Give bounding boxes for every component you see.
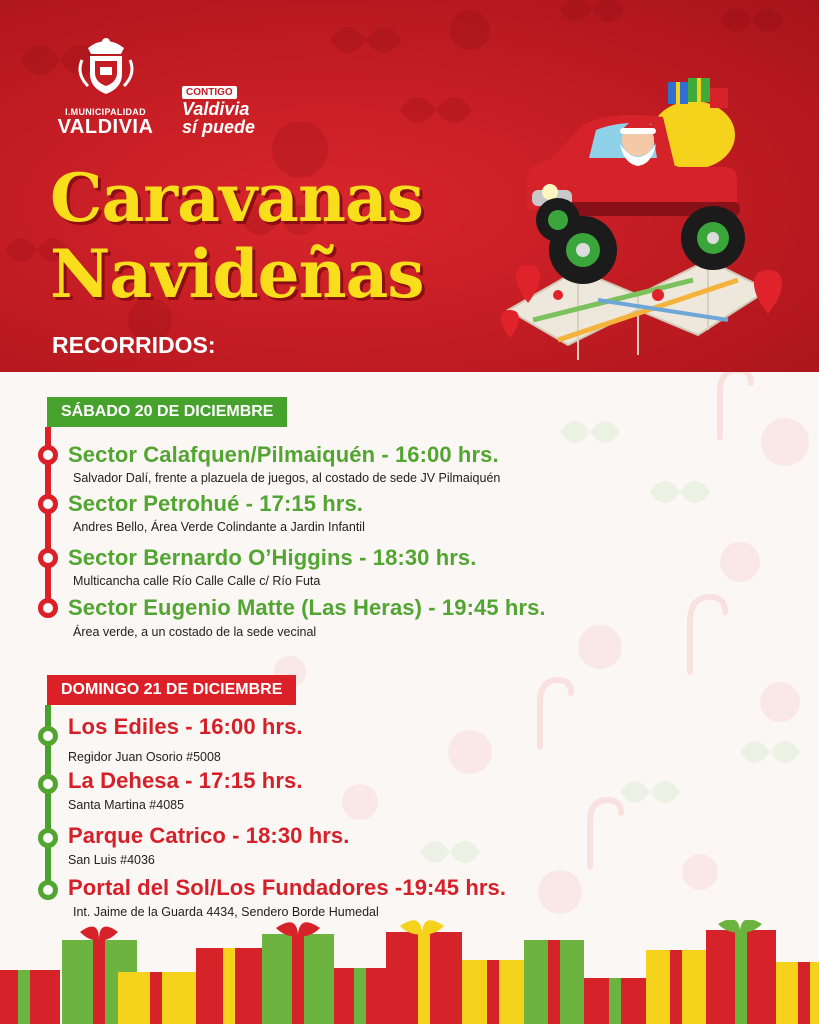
coat-of-arms-icon xyxy=(76,34,136,98)
stop-name: Sector Petrohué - 17:15 hrs. xyxy=(68,491,364,516)
stop-name: Los Ediles - 16:00 hrs. xyxy=(68,714,303,739)
timeline-dot xyxy=(38,598,58,618)
stop-address: Santa Martina #4085 xyxy=(68,798,185,812)
municipal-logo-small-text: I.MUNICIPALIDAD xyxy=(65,107,146,117)
gift-boxes-decoration xyxy=(0,920,819,1024)
page-title xyxy=(50,160,424,312)
title-line2: Navideñas xyxy=(50,235,424,313)
gift-box-icon xyxy=(0,920,819,1024)
map-icon xyxy=(508,260,768,360)
stop-address: Int. Jaime de la Guarda 4434, Sendero Borde Humedal xyxy=(73,905,379,919)
stop-address: San Luis #4036 xyxy=(68,853,155,867)
contigo-tag: CONTIGO xyxy=(182,86,237,99)
municipal-logo-name: VALDIVIA xyxy=(57,116,154,138)
saturday-date-badge: SÁBADO 20 DE DICIEMBRE xyxy=(47,397,287,427)
municipal-logo xyxy=(48,34,163,137)
stop-name: Portal del Sol/Los Fundadores -19:45 hrs. xyxy=(68,875,507,900)
stop-address: Andres Bello, Área Verde Colindante a Jardin Infantil xyxy=(73,520,365,534)
routes-subtitle: RECORRIDOS: xyxy=(52,332,216,358)
timeline-dot xyxy=(38,880,58,900)
timeline-dot xyxy=(38,548,58,568)
stop-address: Regidor Juan Osorio #5008 xyxy=(68,750,221,764)
stop-name: Sector Eugenio Matte (Las Heras) - 19:45 hrs. xyxy=(68,595,546,620)
sunday-date-badge: DOMINGO 21 DE DICIEMBRE xyxy=(47,675,296,705)
santa-car-illustration xyxy=(488,70,788,360)
timeline-dot xyxy=(38,774,58,794)
title-line1: Caravanas xyxy=(50,159,423,237)
contigo-logo xyxy=(182,82,255,136)
schedule-section xyxy=(0,372,819,1024)
stop-address: Área verde, a un costado de la sede vecinal xyxy=(73,625,317,639)
header-banner xyxy=(0,0,819,372)
contigo-line1: Valdivia xyxy=(182,99,250,119)
stop-name: Parque Catrico - 18:30 hrs. xyxy=(68,823,350,848)
contigo-line2: sí puede xyxy=(182,117,256,137)
timeline-dot xyxy=(38,494,58,514)
stop-name: Sector Bernardo O’Higgins - 18:30 hrs. xyxy=(68,545,477,570)
timeline-dot xyxy=(38,445,58,465)
stop-address: Multicancha calle Río Calle Calle c/ Río Futa xyxy=(73,574,321,588)
stop-address: Salvador Dalí, frente a plazuela de juegos, al costado de sede JV Pilmaiquén xyxy=(73,471,501,485)
stop-name: Sector Calafquen/Pilmaiquén - 16:00 hrs. xyxy=(68,442,499,467)
stop-name: La Dehesa - 17:15 hrs. xyxy=(68,768,303,793)
timeline-dot xyxy=(38,828,58,848)
timeline-dot xyxy=(38,726,58,746)
